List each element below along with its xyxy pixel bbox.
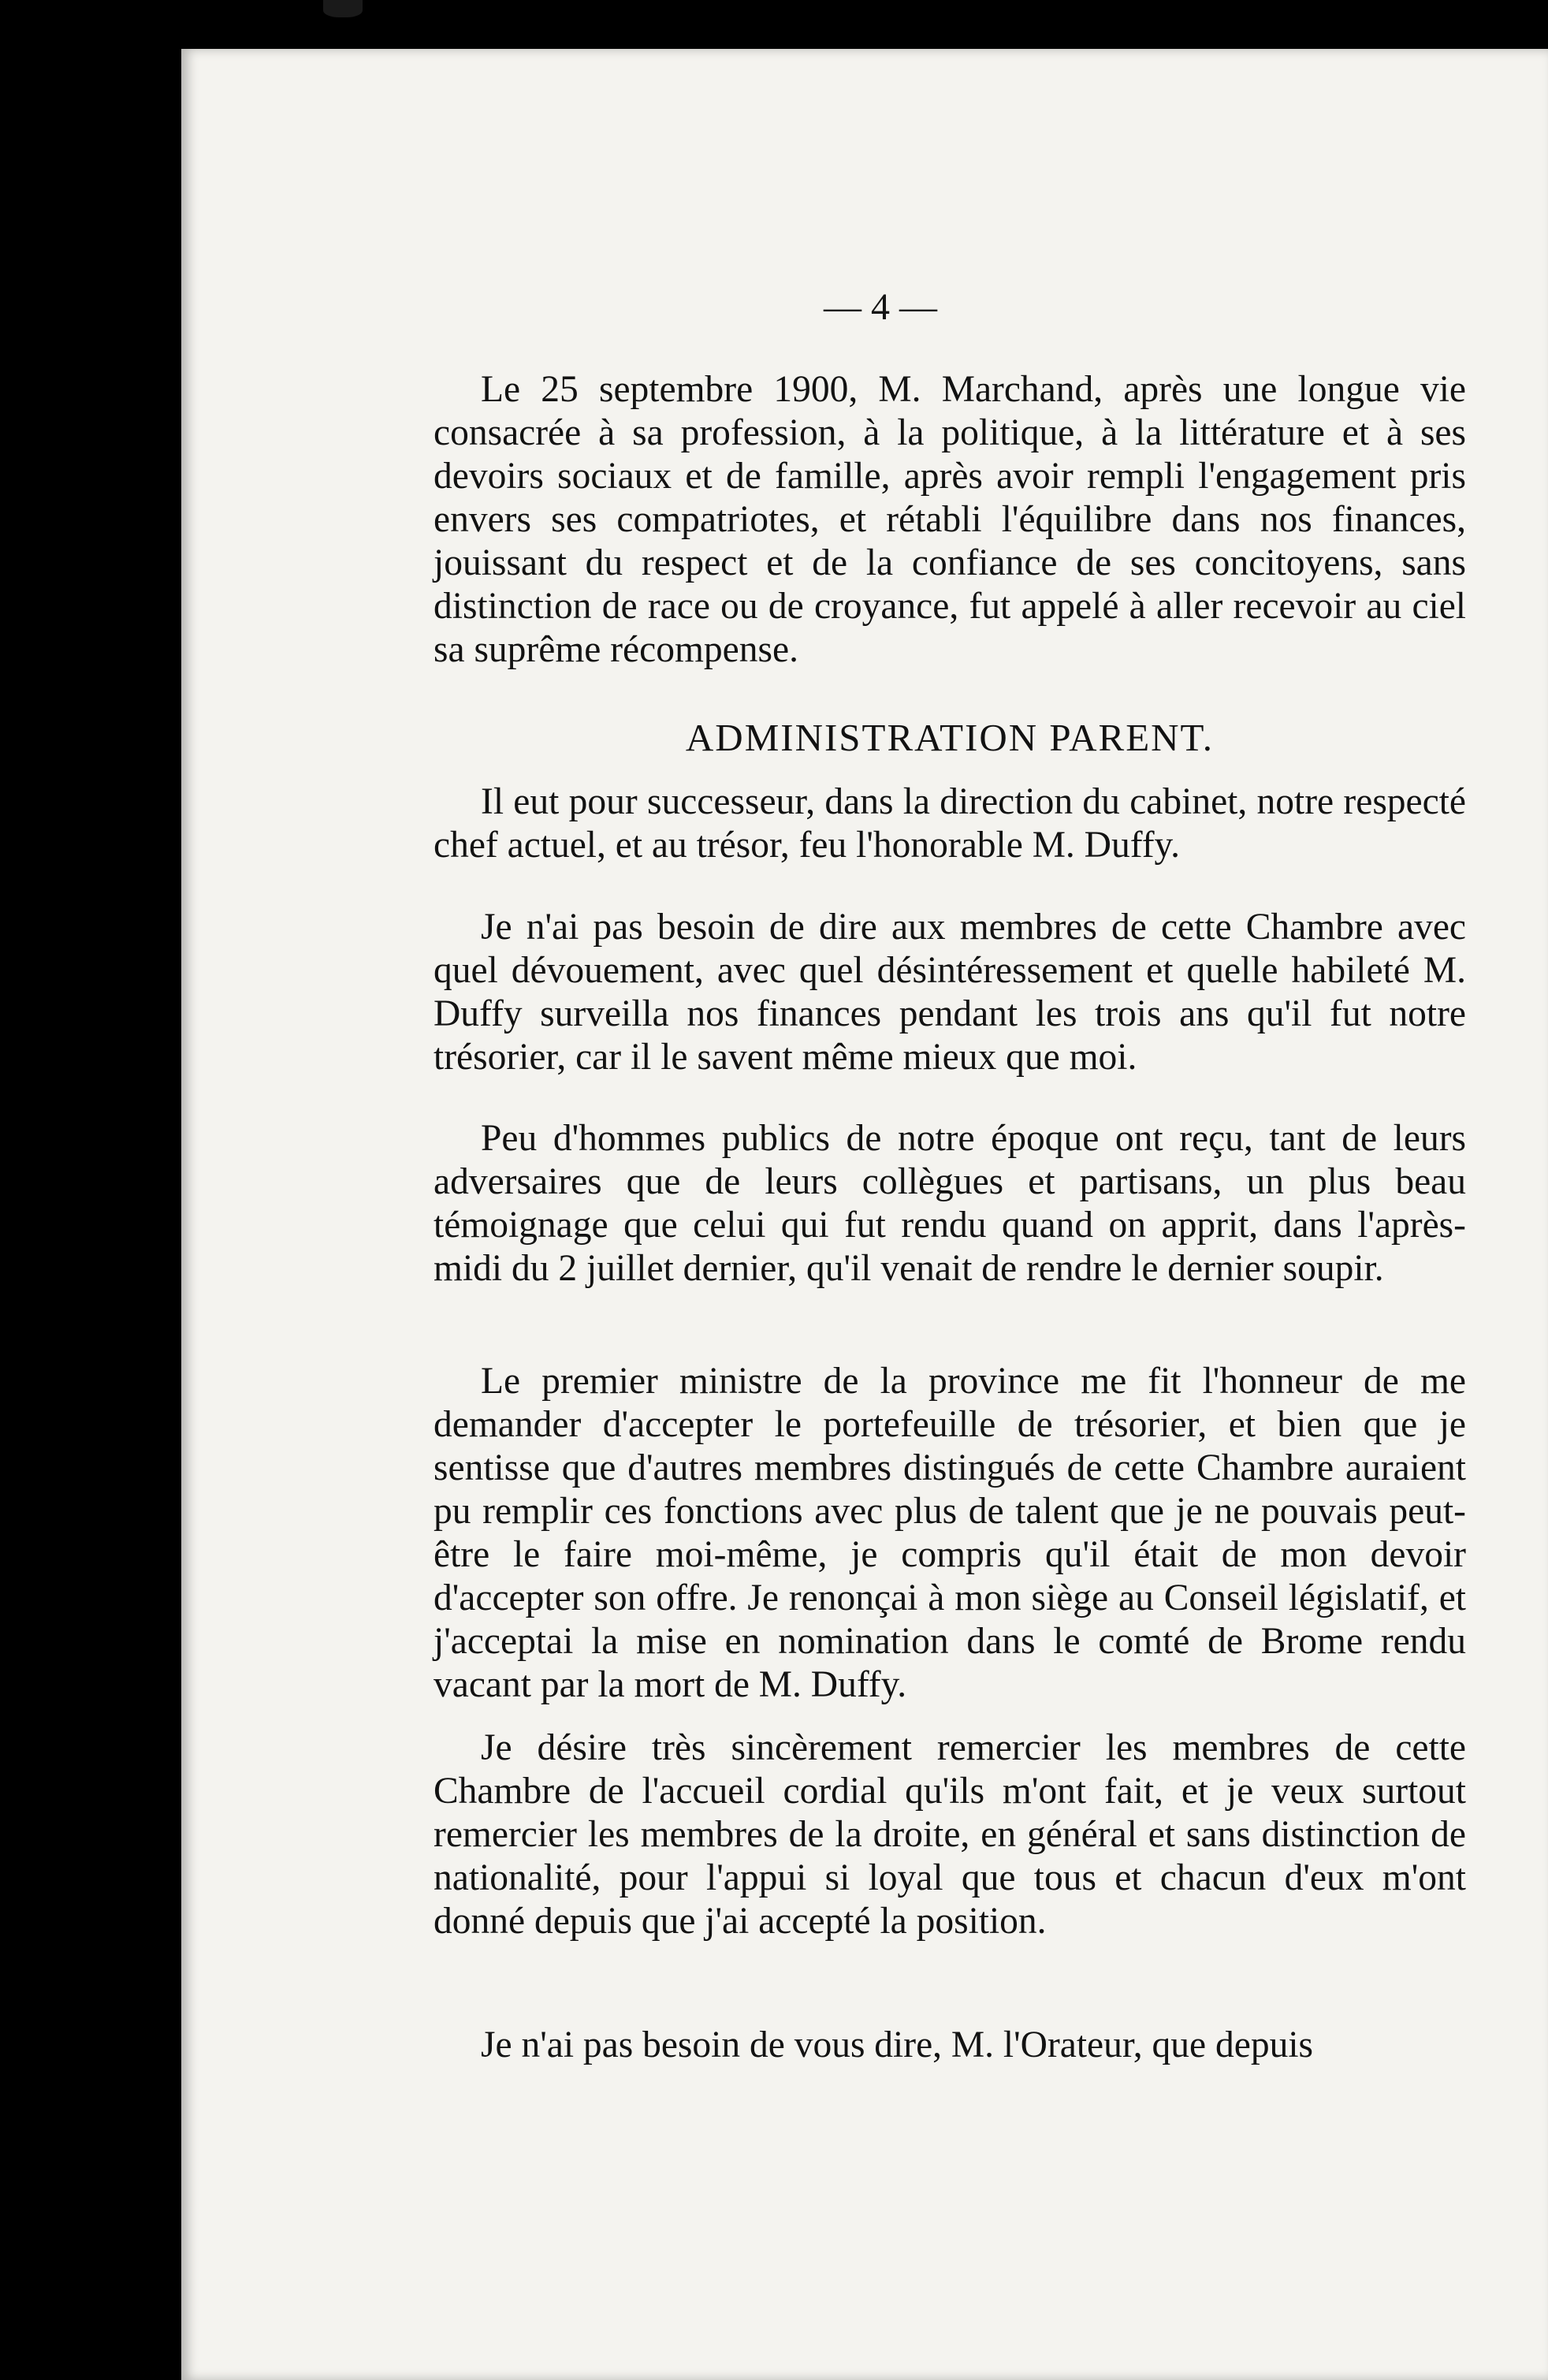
paragraph-2: Il eut pour successeur, dans la direction du cabinet, notre respecté chef actuel, et au trésor, feu l'honorable M. Duffy.	[434, 781, 1466, 866]
scanned-page	[181, 49, 1548, 2380]
paragraph-4: Peu d'hommes publics de notre époque ont reçu, tant de leurs adversaires que de leurs collègues et partisans, un plus beau témoignage que celui qui fut rendu quand on apprit, dans l'après-midi du 2 juillet dernier, qu'il venait de rendre le dernier soupir.	[434, 1118, 1466, 1289]
paragraph-3: Je n'ai pas besoin de dire aux membres de cette Chambre avec quel dévouement, avec quel désintéressement et quelle habileté M. Duffy surveilla nos finances pendant les trois ans qu'il fut notre trésorier, car il le savent même mieux que moi.	[434, 907, 1466, 1078]
paragraph-5: Le premier ministre de la province me fit l'honneur de me demander d'accepter le portefeuille de trésorier, et bien que je sentisse que d'autres membres distingués de cette Chambre auraient pu remplir ces fonctions avec plus de talent que je ne pouvais peut-être le faire moi-même, je compris qu'il était de mon devoir d'accepter son offre. Je renonçai à mon siège au Conseil législatif, et j'acceptai la mise en nomination dans le comté de Brome rendu vacant par la mort de M. Duffy.	[434, 1361, 1466, 1705]
paragraph-6: Je désire très sincèrement remercier les membres de cette Chambre de l'accueil cordial qu'ils m'ont fait, et je veux surtout remercier les membres de la droite, en général et sans distinction de nationalité, pour l'appui si loyal que tous et chacun d'eux m'ont donné depuis que j'ai accepté la position.	[434, 1727, 1466, 1942]
paragraph-7: Je n'ai pas besoin de vous dire, M. l'Orateur, que depuis	[481, 2024, 1314, 2065]
paragraph-1: Le 25 septembre 1900, M. Marchand, après une longue vie consacrée à sa profession, à la politique, à la littérature et à ses devoirs sociaux et de famille, après avoir rempli l'engagement pris envers ses compatriotes, et rétabli l'équilibre dans nos finances, jouissant du respect et de la confiance de ses concitoyens, sans distinction de race ou de croyance, fut appelé à aller recevoir au ciel sa suprême récompense.	[434, 369, 1466, 670]
scan-speck	[323, 0, 363, 17]
page-number: — 4 —	[824, 286, 937, 328]
section-heading: ADMINISTRATION PARENT.	[685, 716, 1215, 759]
